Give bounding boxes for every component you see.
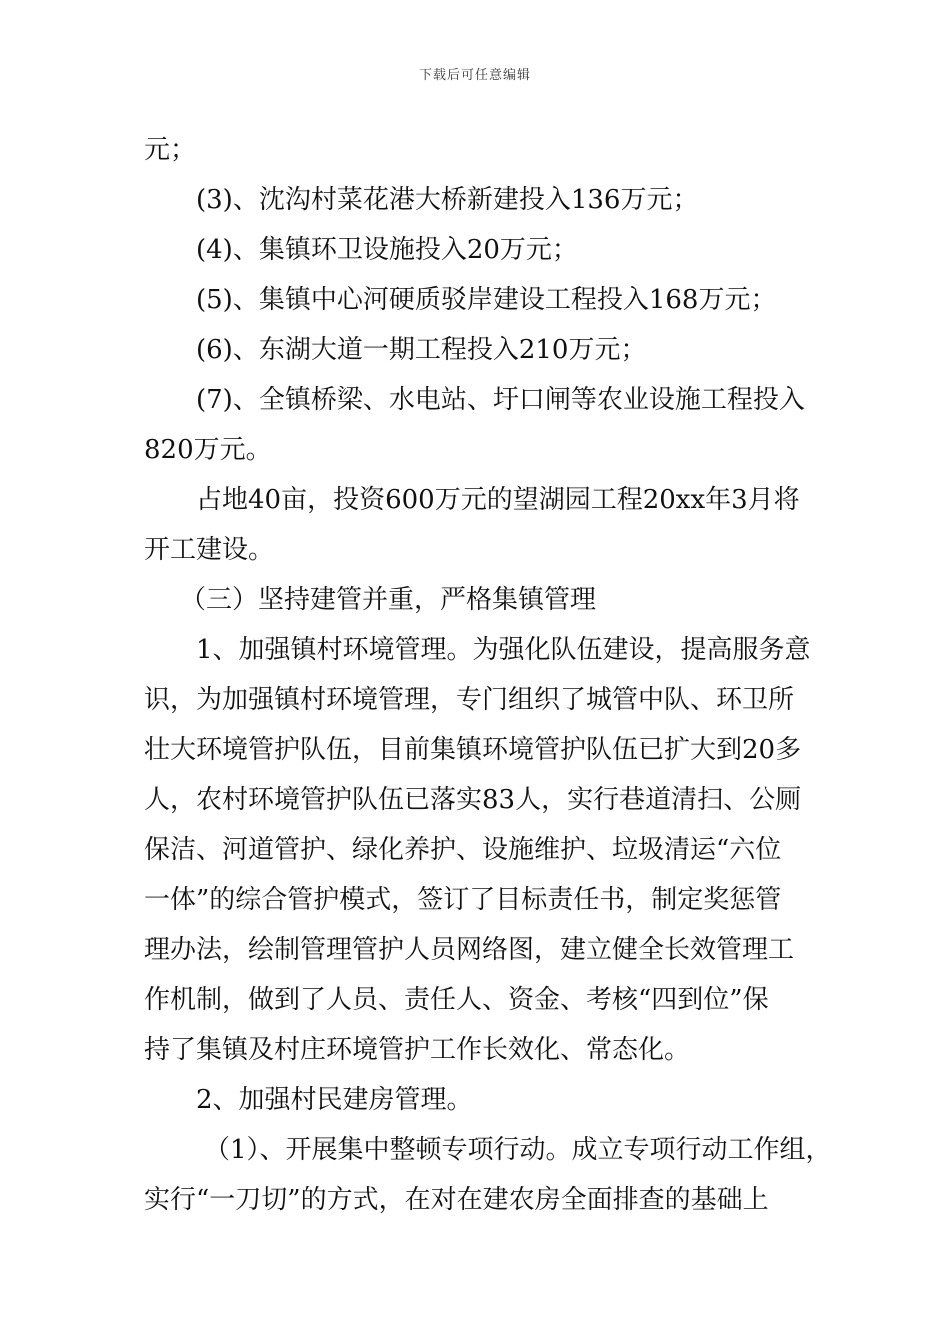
text-line: 保洁、河道管护、绿化养护、设施维护、垃圾清运“六位: [144, 835, 782, 865]
text-line: 持了集镇及村庄环境管护工作长效化、常态化。: [144, 1035, 691, 1065]
text-line: （1）、开展集中整顿专项行动。成立专项行动工作组，: [204, 1135, 832, 1165]
text-line: (4)、集镇环卫设施投入20万元；: [196, 235, 578, 265]
text-line: 占地40亩，投资600万元的望湖园工程20xx年3月将: [196, 485, 800, 515]
page-header: 下载后可任意编辑: [418, 68, 531, 83]
text-line: (5)、集镇中心河硬质驳岸建设工程投入168万元；: [196, 285, 777, 315]
section-heading: （三）坚持建管并重，严格集镇管理: [180, 585, 597, 615]
text-line: 实行“一刀切”的方式，在对在建农房全面排查的基础上: [144, 1185, 769, 1215]
text-line: 2、加强村民建房管理。: [196, 1085, 473, 1115]
text-line: 820万元。: [144, 435, 272, 465]
document-body: [144, 125, 832, 1225]
text-line: 开工建设。: [144, 535, 275, 565]
text-line: 一体”的综合管护模式，签订了目标责任书，制定奖惩管: [144, 885, 782, 915]
text-line: (3)、沈沟村菜花港大桥新建投入136万元；: [196, 185, 699, 215]
text-line: 壮大环境管护队伍，目前集镇环境管护队伍已扩大到20多: [144, 735, 802, 765]
text-line: 1、加强镇村环境管理。为强化队伍建设，提高服务意: [196, 635, 811, 665]
text-line: 元；: [144, 135, 197, 165]
text-line: (6)、东湖大道一期工程投入210万元；: [196, 335, 647, 365]
text-line: 识，为加强镇村环境管理，专门组织了城管中队、环卫所: [144, 685, 795, 715]
text-line: 理办法，绘制管理管护人员网络图，建立健全长效管理工: [144, 935, 795, 965]
text-line: 作机制，做到了人员、责任人、资金、考核“四到位”保: [144, 985, 769, 1015]
text-line: 人，农村环境管护队伍已落实83人，实行巷道清扫、公厕: [144, 785, 802, 815]
text-line: (7)、全镇桥梁、水电站、圩口闸等农业设施工程投入: [196, 385, 805, 415]
